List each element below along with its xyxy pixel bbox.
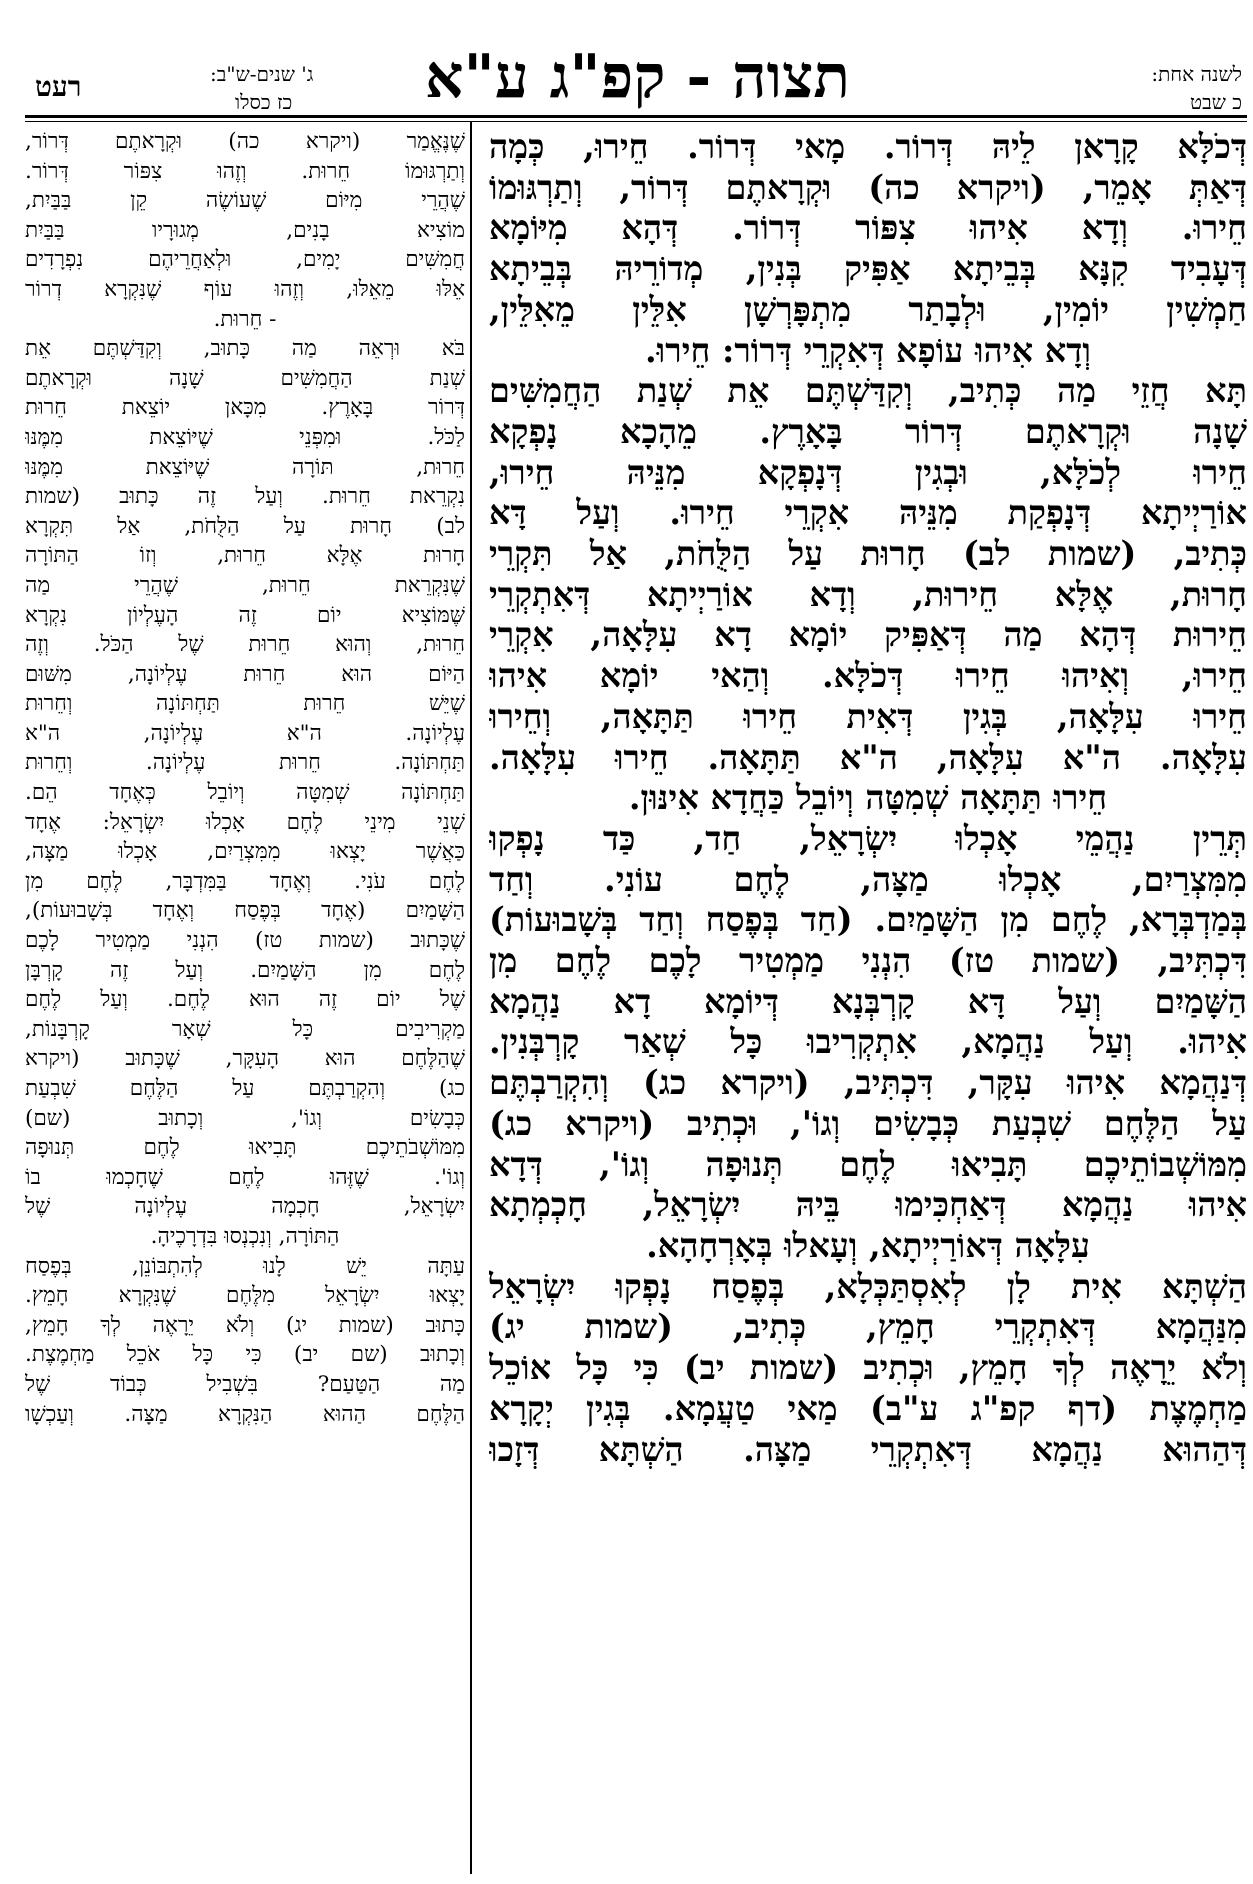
main-text-line: דְּאַתְּ אָמֵר, (ויקרא כה) וּקְרָאתֶם דְּרוֹר, וְתַרְגּוּמוֹ xyxy=(489,167,1247,207)
hebrew-translation-column xyxy=(25,127,465,1429)
translation-text-line: שְׁנֵי מִינֵי לֶחֶם אָכְלוּ יִשְׂרָאֵל: אֶחָד xyxy=(25,809,465,835)
translation-text-line: דְּרוֹר בָּאָרֶץ. מִכָּאן יוֹצֵאת חֵרוּת xyxy=(25,395,465,421)
header-date-one-year: כ שבט xyxy=(1189,90,1242,114)
translation-text-line: הַיּוֹם הוּא חֵרוּת עֶלְיוֹנָה, מִשּׁוּם xyxy=(25,661,465,687)
header-date-three-years: כז כסלו xyxy=(235,90,293,114)
translation-text-line: שֶׁיֵּשׁ חֵרוּת תַּחְתּוֹנָה וְחֵרוּת xyxy=(25,691,465,717)
header-rule-thin xyxy=(25,121,1247,122)
translation-text-line: שֶׁנֶּאֱמַר (ויקרא כה) וּקְרָאתֶם דְּרוֹר, xyxy=(25,129,465,154)
main-text-line: שָׁנָה וּקְרָאתֶם דְּרוֹר בָּאָרֶץ. מֵהָכָא נָפְקָא xyxy=(489,411,1247,451)
translation-text-line: וְגוֹ'. שֶׁזֶּהוּ לֶחֶם שֶׁחָכְמוּ בוֹ xyxy=(25,1164,465,1190)
translation-text-line: שֶׁכָּתוּב (שמות טז) הִנְנִי מַמְטִיר לָכֶם xyxy=(25,928,465,954)
main-text-line: חֵירוּ תַּתָּאָה שְׁמִטָּה וְיוֹבֵל כַּחֲדָא אִינּוּן. xyxy=(628,778,1108,818)
translation-text-line: בֹּא וּרְאֵה מַה כָּתוּב, וְקִדַּשְׁתֶּם אֵת xyxy=(25,336,465,362)
translation-text-line: לב) חָרוּת עַל הַלֻּחֹת, אַל תִּקְרָא xyxy=(25,513,465,539)
main-text-line: חֵירוּ, וְאִיהוּ חֵירוּ דְּכֹלָּא. וְהַאי יוֹמָא אִיהוּ xyxy=(489,656,1247,696)
translation-text-line: אֵלּוּ מֵאֵלּוּ, וְזֶהוּ עוֹף שֶׁנִּקְרָא דְרוֹר xyxy=(25,276,465,302)
translation-text-line: חֵרוּת, תּוֹרָה שֶׁיּוֹצֵאת מִמֶּנּוּ xyxy=(25,454,465,480)
translation-text-line: - חֵרוּת. xyxy=(213,306,277,332)
main-text-line: חֵירוּת דְּהָא מַה דְּאַפִּיק יוֹמָא דָא עִלָּאָה, אִקְרֵי xyxy=(489,615,1247,655)
header-study-cycle-three-years: ג' שנים-ש"ב: xyxy=(210,62,314,86)
translation-text-line: שֶׁל יוֹם זֶה הוּא לֶחֶם. וְעַל לֶחֶם xyxy=(25,987,465,1013)
main-text-line: אוֹרַיְיתָא דְּנָפְקַת מִנֵּיהּ אִקְרֵי חֵירוּ. וְעַל דָּא xyxy=(489,493,1247,533)
page-number: רעט xyxy=(35,70,82,103)
main-text-line: דְּעָבִיד קִנָּא בְּבֵיתָא אַפִּיק בְּנִין, מְדוֹרֵיהּ בְּבֵיתָא xyxy=(489,249,1247,289)
page-title: תצוה - קפ"ג ע"א xyxy=(424,42,850,112)
main-text-line: תָּא חֲזֵי מַה כְּתִיב, וְקִדַּשְׁתֶּם אֵת שְׁנַת הַחֲמִשִּׁים xyxy=(489,371,1247,411)
translation-text-line: הַשָּׁמַיִם (אֶחָד בְּפֶסַח וְאֶחָד בְּשָׁבוּעוֹת), xyxy=(25,898,465,924)
translation-text-line: כְּבָשִׂים וְגוֹ', וְכָתוּב (שם) xyxy=(25,1105,465,1131)
main-text-line: הַשְׁתָּא אִית לָן לְאִסְתַּכְּלָא, בְּפֶסַח נָפְקוּ יִשְׂרָאֵל xyxy=(489,1266,1247,1306)
translation-text-line: יָצְאוּ יִשְׂרָאֵל מִלֶּחֶם שֶׁנִּקְרָא חָמֵץ. xyxy=(25,1283,465,1309)
translation-text-line: חֵרוּת, וְהוּא חֵרוּת שֶׁל הַכֹּל. וְזֶה xyxy=(25,632,465,658)
main-text-line: בְּמַדְבְּרָא, לֶחֶם מִן הַשָּׁמַיִם. (חַד בְּפֶסַח וְחַד בְּשָׁבוּעוֹת) xyxy=(489,900,1247,940)
column-divider xyxy=(470,122,472,1874)
translation-text-line: הַתּוֹרָה, וְנִכְנְסוּ בִּדְרָכֶיהָ. xyxy=(150,1223,340,1249)
header-study-cycle-one-year: לשנה אחת: xyxy=(1151,62,1242,86)
main-text-line: אִיהוּ נַהֲמָא דְּאַחְכִּימוּ בֵּיהּ יִשְׂרָאֵל, חָכְמְתָא xyxy=(489,1185,1247,1225)
main-text-line: חֵירוּ עִלָּאָה, בְּגִין דְּאִית חֵירוּ תַּתָּאָה, וְחֵירוּ xyxy=(489,696,1247,736)
header-rule xyxy=(25,115,1247,118)
translation-text-line: כָּתוּב (שמות יג) וְלֹא יֵרָאֶה לְךָ חָמֵץ, xyxy=(25,1312,465,1338)
translation-text-line: נִקְרֵאת חֵרוּת. וְעַל זֶה כָּתוּב (שמות xyxy=(25,484,465,510)
translation-text-line: תַּחְתּוֹנָה. חֵרוּת עֶלְיוֹנָה. וְחֵרוּת xyxy=(25,750,465,776)
main-text-line: חָרוּת, אֶלָּא חֵירוּת, וְדָא אוֹרַיְיתָא דְּאִתְקְרֵי xyxy=(489,574,1247,614)
translation-text-line: תַּחְתּוֹנָה שְׁמִטָּה וְיוֹבֵל כְּאֶחָד הֵם. xyxy=(25,780,465,806)
main-text-line: דְּהַהוּא נַהֲמָא דְּאִתְקְרֵי מַצָּה. הַשְׁתָּא דְּזָכוּ xyxy=(489,1429,1247,1469)
translation-text-line: עַתָּה יֵשׁ לָנוּ לְהִתְבּוֹנֵן, בְּפֶסַח xyxy=(25,1253,465,1279)
main-text-line: חַמְשִׁין יוֹמִין, וּלְבָתַר מִתְפָּרְשָׁן אִלֵּין מֵאִלֵּין, xyxy=(489,289,1247,329)
main-text-line: וְלֹא יֵרָאֶה לְךָ חָמֵץ, וּכְתִיב (שמות יב) כִּי כָּל אוֹכֵל xyxy=(489,1348,1247,1388)
translation-text-line: מַה הַטַּעַם? בִּשְׁבִיל כְּבוֹד שֶׁל xyxy=(25,1371,465,1397)
translation-text-line: לֶחֶם מִן הַשָּׁמַיִם. וְעַל זֶה קָרְבָּן xyxy=(25,957,465,983)
main-text-line: עִלָּאָה. ה"א עִלָּאָה, ה"א תַּתָּאָה. חֵירוּ עִלָּאָה. xyxy=(489,737,1247,777)
main-text-line: אִיהוּ. וְעַל נַהֲמָא, אִתְקְרִיבוּ כָּל שְׁאַר קָרְבְּנִין. xyxy=(489,1022,1247,1062)
main-text-line: דְּנַהֲמָא אִיהוּ עִקָּר, דִּכְתִּיב, (ויקרא כג) וְהִקְרַבְתֶּם xyxy=(489,1063,1247,1103)
main-text-line: דִּכְתִּיב, (שמות טז) הִנְנִי מַמְטִיר לָכֶם לֶחֶם מִן xyxy=(489,941,1247,981)
translation-text-line: עֶלְיוֹנָה. ה"א עֶלְיוֹנָה, ה"א xyxy=(25,720,465,746)
translation-text-line: לַכֹּל. וּמִפְּנֵי שֶׁיּוֹצֵאת מִמֶּנּוּ xyxy=(25,424,465,450)
translation-text-line: מִמּוֹשְׁבֹתֵיכֶם תָּבִיאוּ לֶחֶם תְּנוּפָה xyxy=(25,1135,465,1161)
translation-text-line: שְׁנַת הַחֲמִשִּׁים שָׁנָה וּקְרָאתֶם xyxy=(25,365,465,391)
translation-text-line: חֲמִשִּׁים יָמִים, וּלְאַחֲרֵיהֶם נִפְרָדִים xyxy=(25,247,465,273)
main-text-line: וְדָא אִיהוּ עוֹפָא דְּאִקְרֵי דְּרוֹר: חֵירוּ. xyxy=(645,330,1091,370)
main-text-line: מִמּוֹשְׁבוֹתֵיכֶם תָּבִיאוּ לֶחֶם תְּנוּפָה וְגוֹ', דְּדָא xyxy=(489,1144,1247,1184)
aramaic-main-column xyxy=(489,127,1247,1470)
translation-text-line: מוֹצִיא בָנִים, מְגוּרָיו בַּבַּיִת xyxy=(25,217,465,243)
main-text-line: הַשָּׁמַיִם וְעַל דָּא קָרְבְּנָא דְּיוֹמָא דָא נַהֲמָא xyxy=(489,981,1247,1021)
main-text-line: חֵירוּ לְכֹלָּא, וּבְגִין דְּנָפְקָא מִנֵּיהּ חֵירוּ, xyxy=(489,452,1247,492)
main-text-line: דְּכֹלָּא קָרָאן לֵיהּ דְּרוֹר. מָאי דְּרוֹר. חֵירוּ, כְּמָה xyxy=(489,127,1247,166)
main-text-line: תְּרֵין נַהֲמֵי אָכְלוּ יִשְׂרָאֵל, חַד, כַּד נָפְקוּ xyxy=(489,818,1247,858)
translation-text-line: שֶׁהֲרֵי מִיּוֹם שֶׁעוֹשֶׂה קֵן בַּבַּיִת, xyxy=(25,188,465,214)
main-text-line: מַחְמֶצֶת (דף קפ"ג ע"ב) מַאי טַעֲמָא. בְּגִין יְקָרָא xyxy=(489,1388,1247,1428)
main-text-line: כְּתִיב, (שמות לב) חָרוּת עַל הַלֻּחֹת, אַל תִּקְרֵי xyxy=(489,534,1247,574)
main-text-line: עִלָּאָה דְּאוֹרַיְיתָא, וְעָאלוּ בְּאָרְחָהָא. xyxy=(646,1225,1090,1265)
translation-text-line: חָרוּת אֶלָּא חֵרוּת, וְזוֹ הַתּוֹרָה xyxy=(25,543,465,569)
translation-text-line: יִשְׂרָאֵל, חָכְמָה עֶלְיוֹנָה שֶׁל xyxy=(25,1194,465,1220)
translation-text-line: וְתַרְגּוּמוֹ חֵרוּת. וְזֶהוּ צִפּוֹר דְּרוֹר. xyxy=(25,158,465,184)
translation-text-line: וְכָתוּב (שם יב) כִּי כָּל אֹכֵל מַחְמֶצֶת. xyxy=(25,1342,465,1368)
main-text-line: חֵירוּ. וְדָא אִיהוּ צִפּוֹר דְּרוֹר. דְּהָא מִיּוֹמָא xyxy=(489,208,1247,248)
main-text-line: מִנַּהֲמָא דְּאִתְקְרֵי חָמֵץ, כְּתִיב, (שמות יג) xyxy=(489,1307,1247,1347)
main-text-line: עַל הַלֶּחֶם שִׁבְעַת כְּבָשִׂים וְגוֹ', וּכְתִיב (ויקרא כג) xyxy=(489,1103,1247,1143)
translation-text-line: כג) וְהִקְרַבְתֶּם עַל הַלֶּחֶם שִׁבְעַת xyxy=(25,1076,465,1101)
translation-text-line: שֶּׁמּוֹצִיא יוֹם זֶה הָעֶלְיוֹן נִקְרָא xyxy=(25,602,465,628)
translation-text-line: שֶׁנִּקְרֵאת חֵרוּת, שֶׁהֲרֵי מַה xyxy=(25,572,465,598)
translation-text-line: לֶחֶם עֹנִי. וְאֶחָד בַּמִּדְבָּר, לֶחֶם מִן xyxy=(25,868,465,894)
translation-text-line: מַקְרִיבִים כָּל שְׁאָר קָרְבָּנוֹת, xyxy=(25,1016,465,1042)
translation-text-line: הַלֶּחֶם הַהוּא הַנִּקְרָא מַצָּה. וְעַכְשָׁו xyxy=(25,1401,465,1427)
main-text-line: מִמִּצְרַיִם, אָכְלוּ מַצָּה, לֶחֶם עוֹנִי. וְחַד xyxy=(489,859,1247,899)
translation-text-line: כַּאֲשֶׁר יָצְאוּ מִמִּצְרַיִם, אָכְלוּ מַצָּה, xyxy=(25,839,465,865)
translation-text-line: שֶׁהַלֶּחֶם הוּא הָעִקָּר, שֶׁכָּתוּב (ויקרא xyxy=(25,1046,465,1072)
